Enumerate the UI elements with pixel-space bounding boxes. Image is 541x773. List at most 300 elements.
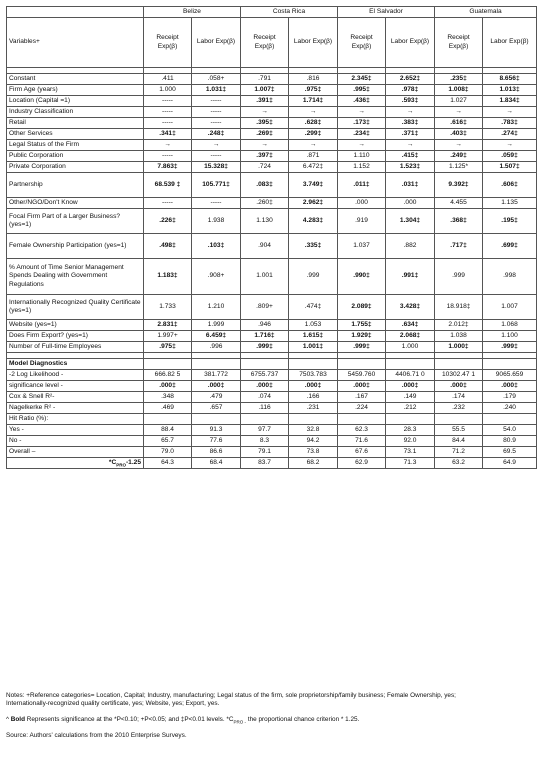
value-cell: → <box>338 140 386 151</box>
value-cell: .411 <box>144 74 192 85</box>
table-row <box>7 198 537 209</box>
value-cell: 2.345‡ <box>338 74 386 85</box>
value-cell: .479 <box>192 392 241 403</box>
row-label: Private Corporation <box>7 162 144 173</box>
value-cell: .348 <box>144 392 192 403</box>
table-row <box>7 162 537 173</box>
value-cell: .816 <box>289 74 338 85</box>
table-row <box>7 129 537 140</box>
row-label: Other/NGO/Don't Know <box>7 198 144 209</box>
value-cell: 55.5 <box>435 425 483 436</box>
value-cell: 1.031‡ <box>192 85 241 96</box>
value-cell: .269‡ <box>241 129 289 140</box>
value-cell: 79.1 <box>241 447 289 458</box>
value-cell: 86.6 <box>192 447 241 458</box>
row-label: Constant <box>7 74 144 85</box>
receipt-header: Receipt Exp(β) <box>338 18 386 68</box>
row-label: Number of Full-time Employees <box>7 342 144 353</box>
value-cell: .791 <box>241 74 289 85</box>
table-row <box>7 295 537 320</box>
value-cell: 77.6 <box>192 436 241 447</box>
value-cell: .999 <box>435 259 483 295</box>
table-row <box>7 107 537 118</box>
value-cell: → <box>289 140 338 151</box>
value-cell: 1.000 <box>144 85 192 96</box>
value-cell: 5459.760 <box>338 370 386 381</box>
row-label: Industry Classification <box>7 107 144 118</box>
value-cell: 666.82 5 <box>144 370 192 381</box>
value-cell: ----- <box>192 107 241 118</box>
value-cell: 69.5 <box>483 447 537 458</box>
note-source: Source: Authors' calculations from the 2010 Enterprise Surveys. <box>6 731 187 739</box>
table-row <box>7 151 537 162</box>
value-cell: ----- <box>192 151 241 162</box>
value-cell: 1.755‡ <box>338 320 386 331</box>
value-cell: 3.749‡ <box>289 173 338 198</box>
value-cell: ----- <box>144 151 192 162</box>
value-cell: .724 <box>241 162 289 173</box>
value-cell: .975‡ <box>289 85 338 96</box>
value-cell <box>192 414 241 425</box>
value-cell: 1.001‡ <box>289 342 338 353</box>
value-cell: 7503.783 <box>289 370 338 381</box>
value-cell <box>144 414 192 425</box>
labor-header: Labor Exp(β) <box>192 18 241 68</box>
note-significance: ^ Bold Represents significance at the *P<0.10; +P<0.05; and ‡P<0.01 levels. $*C_{PRO -}$ the proportional chance criterion * 1.25. <box>6 715 360 724</box>
value-cell: .167 <box>338 392 386 403</box>
value-cell: .235‡ <box>435 74 483 85</box>
value-cell: 1.523‡ <box>386 162 435 173</box>
value-cell: .882 <box>386 234 435 259</box>
country-header: El Salvador <box>338 7 435 18</box>
value-cell: 73.1 <box>386 447 435 458</box>
value-cell: .415‡ <box>386 151 435 162</box>
value-cell: .149 <box>386 392 435 403</box>
value-cell: .999‡ <box>338 342 386 353</box>
row-label: Firm Age (years) <box>7 85 144 96</box>
value-cell: .904 <box>241 234 289 259</box>
value-cell: 15.328‡ <box>192 162 241 173</box>
value-cell: .871 <box>289 151 338 162</box>
value-cell: .166 <box>289 392 338 403</box>
table-row <box>7 342 537 353</box>
row-label: No - <box>7 436 144 447</box>
value-cell: .000‡ <box>338 381 386 392</box>
value-cell: → <box>435 107 483 118</box>
empty-cell <box>483 359 537 370</box>
value-cell: 1.733 <box>144 295 192 320</box>
value-cell: 1.997+ <box>144 331 192 342</box>
value-cell: .397‡ <box>241 151 289 162</box>
empty-cell <box>338 359 386 370</box>
value-cell: .232 <box>435 403 483 414</box>
value-cell: 64.3 <box>144 458 192 469</box>
value-cell: .000 <box>338 198 386 209</box>
value-cell: 2.652‡ <box>386 74 435 85</box>
value-cell: .995‡ <box>338 85 386 96</box>
value-cell: ----- <box>144 107 192 118</box>
value-cell: .395‡ <box>241 118 289 129</box>
value-cell: .403‡ <box>435 129 483 140</box>
value-cell: .234‡ <box>338 129 386 140</box>
value-cell: .383‡ <box>386 118 435 129</box>
receipt-header: Receipt Exp(β) <box>241 18 289 68</box>
value-cell: 4406.71 0 <box>386 370 435 381</box>
value-cell: 67.6 <box>338 447 386 458</box>
value-cell: ----- <box>192 118 241 129</box>
value-cell: 1.210 <box>192 295 241 320</box>
value-cell: .299‡ <box>289 129 338 140</box>
table-row <box>7 359 537 370</box>
value-cell: 1.714‡ <box>289 96 338 107</box>
row-label: Focal Firm Part of a Larger Business? (yes=1) <box>7 209 144 234</box>
value-cell: .000‡ <box>192 381 241 392</box>
value-cell: 1.304‡ <box>386 209 435 234</box>
value-cell: .000‡ <box>386 381 435 392</box>
variables-header: Variables+ <box>7 18 144 68</box>
value-cell: .999‡ <box>483 342 537 353</box>
value-cell: 9.392‡ <box>435 173 483 198</box>
value-cell: .000‡ <box>144 381 192 392</box>
value-cell: .699‡ <box>483 234 537 259</box>
row-label: Other Services <box>7 129 144 140</box>
value-cell: .469 <box>144 403 192 414</box>
value-cell: 9065.659 <box>483 370 537 381</box>
value-cell: 68.2 <box>289 458 338 469</box>
empty-cell <box>435 359 483 370</box>
value-cell: ----- <box>144 118 192 129</box>
value-cell: 1.135 <box>483 198 537 209</box>
value-cell: 91.3 <box>192 425 241 436</box>
table-row <box>7 140 537 151</box>
value-cell: 4.283‡ <box>289 209 338 234</box>
value-cell: 1.110 <box>338 151 386 162</box>
table-row <box>7 458 537 469</box>
value-cell: .999 <box>289 259 338 295</box>
value-cell: 28.3 <box>386 425 435 436</box>
value-cell: 6.459‡ <box>192 331 241 342</box>
row-label: Cox & Snell R²- <box>7 392 144 403</box>
value-cell: .000‡ <box>289 381 338 392</box>
table-row <box>7 118 537 129</box>
value-cell <box>338 414 386 425</box>
value-cell: 1.507‡ <box>483 162 537 173</box>
value-cell: .058+ <box>192 74 241 85</box>
value-cell: 1.007 <box>483 295 537 320</box>
value-cell: 1.053 <box>289 320 338 331</box>
value-cell: ----- <box>144 96 192 107</box>
table-row <box>7 370 537 381</box>
value-cell: .919 <box>338 209 386 234</box>
country-header: Guatemala <box>435 7 537 18</box>
value-cell: .498‡ <box>144 234 192 259</box>
value-cell: 71.2 <box>435 447 483 458</box>
value-cell: → <box>483 140 537 151</box>
value-cell: → <box>435 140 483 151</box>
regression-table <box>6 6 537 469</box>
table-row <box>7 320 537 331</box>
value-cell: 88.4 <box>144 425 192 436</box>
value-cell: 73.8 <box>289 447 338 458</box>
value-cell: ----- <box>144 198 192 209</box>
country-header: Belize <box>144 7 241 18</box>
value-cell: 65.7 <box>144 436 192 447</box>
section-label: Model Diagnostics <box>7 359 144 370</box>
value-cell: .000‡ <box>483 381 537 392</box>
value-cell: 7.863‡ <box>144 162 192 173</box>
value-cell: 1.037 <box>338 234 386 259</box>
row-label: significance level - <box>7 381 144 392</box>
value-cell: 68.4 <box>192 458 241 469</box>
value-cell: .908+ <box>192 259 241 295</box>
value-cell: 1.130 <box>241 209 289 234</box>
row-label: % Amount of Time Senior Management Spends Dealing with Government Regulations <box>7 259 144 295</box>
value-cell <box>435 414 483 425</box>
value-cell: .179 <box>483 392 537 403</box>
value-cell: 1.999 <box>192 320 241 331</box>
value-cell: 10302.47 1 <box>435 370 483 381</box>
value-cell: 64.9 <box>483 458 537 469</box>
value-cell: 1.013‡ <box>483 85 537 96</box>
value-cell: 1.834‡ <box>483 96 537 107</box>
value-cell: .224 <box>338 403 386 414</box>
value-cell: ----- <box>192 198 241 209</box>
value-cell: .593‡ <box>386 96 435 107</box>
table-row <box>7 381 537 392</box>
value-cell: 32.8 <box>289 425 338 436</box>
row-label: Public Corporation <box>7 151 144 162</box>
value-cell: .000 <box>386 198 435 209</box>
value-cell: .606‡ <box>483 173 537 198</box>
row-label: Partnership <box>7 173 144 198</box>
value-cell: .717‡ <box>435 234 483 259</box>
value-cell: 1.125* <box>435 162 483 173</box>
value-cell: → <box>241 140 289 151</box>
country-header: Costa Rica <box>241 7 338 18</box>
value-cell: .990‡ <box>338 259 386 295</box>
value-cell: .249‡ <box>435 151 483 162</box>
value-cell: .946 <box>241 320 289 331</box>
value-cell: 83.7 <box>241 458 289 469</box>
value-cell: .616‡ <box>435 118 483 129</box>
row-label: Website (yes=1) <box>7 320 144 331</box>
value-cell: .226‡ <box>144 209 192 234</box>
value-cell: 1.027 <box>435 96 483 107</box>
table-row <box>7 259 537 295</box>
value-cell: .975‡ <box>144 342 192 353</box>
value-cell: 2.012‡ <box>435 320 483 331</box>
value-cell: .231 <box>289 403 338 414</box>
value-cell: 92.0 <box>386 436 435 447</box>
value-cell: → <box>386 107 435 118</box>
table-row <box>7 392 537 403</box>
value-cell: .978‡ <box>386 85 435 96</box>
receipt-header: Receipt Exp(β) <box>435 18 483 68</box>
value-cell <box>241 414 289 425</box>
value-cell: 1.929‡ <box>338 331 386 342</box>
value-cell: 1.001 <box>241 259 289 295</box>
value-cell: .116 <box>241 403 289 414</box>
value-cell: 105.771‡ <box>192 173 241 198</box>
value-cell: .335‡ <box>289 234 338 259</box>
value-cell: .274‡ <box>483 129 537 140</box>
row-label: Does Firm Export? (yes=1) <box>7 331 144 342</box>
note-reference-categories: Notes: +Reference categories= Location, Capital; Industry, manufacturing; Legal status of the firm, sole proprietorship/family business; Female Ownership, yes; <box>6 692 456 699</box>
row-label: Location (Capital =1) <box>7 96 144 107</box>
value-cell: .000‡ <box>435 381 483 392</box>
value-cell: .103‡ <box>192 234 241 259</box>
value-cell: 1.183‡ <box>144 259 192 295</box>
table-row <box>7 85 537 96</box>
table-row <box>7 447 537 458</box>
labor-header: Labor Exp(β) <box>386 18 435 68</box>
value-cell: 62.3 <box>338 425 386 436</box>
value-cell: 71.3 <box>386 458 435 469</box>
row-label: Yes - <box>7 425 144 436</box>
row-label: Legal Status of the Firm <box>7 140 144 151</box>
value-cell: → <box>386 140 435 151</box>
value-cell: .011‡ <box>338 173 386 198</box>
row-label: -2 Log Likelihood - <box>7 370 144 381</box>
value-cell: .059‡ <box>483 151 537 162</box>
table-row <box>7 436 537 447</box>
row-label: Internationally Recognized Quality Certificate (yes=1) <box>7 295 144 320</box>
table-row <box>7 209 537 234</box>
table-row <box>7 425 537 436</box>
value-cell: → <box>192 140 241 151</box>
value-cell: .000‡ <box>241 381 289 392</box>
value-cell: 2.068‡ <box>386 331 435 342</box>
value-cell: 2.831‡ <box>144 320 192 331</box>
value-cell: 1.038 <box>435 331 483 342</box>
value-cell: .998 <box>483 259 537 295</box>
value-cell: 3.428‡ <box>386 295 435 320</box>
value-cell: .368‡ <box>435 209 483 234</box>
row-label: Hit Ratio (%): <box>7 414 144 425</box>
value-cell: .260‡ <box>241 198 289 209</box>
value-cell: .173‡ <box>338 118 386 129</box>
value-cell: 1.007‡ <box>241 85 289 96</box>
empty-cell <box>289 359 338 370</box>
value-cell: 1.100 <box>483 331 537 342</box>
value-cell: 71.6 <box>338 436 386 447</box>
table-row <box>7 234 537 259</box>
value-cell: 79.0 <box>144 447 192 458</box>
note-reference-continued: Internationally-recognized quality certificate, yes; Website, yes; Export, yes. <box>6 700 220 708</box>
table-row <box>7 74 537 85</box>
value-cell: 1.716‡ <box>241 331 289 342</box>
value-cell: 8.656‡ <box>483 74 537 85</box>
empty-cell <box>386 359 435 370</box>
table-row <box>7 403 537 414</box>
receipt-header: Receipt Exp(β) <box>144 18 192 68</box>
value-cell: 1.008‡ <box>435 85 483 96</box>
value-cell: .074 <box>241 392 289 403</box>
labor-header: Labor Exp(β) <box>483 18 537 68</box>
value-cell: .391‡ <box>241 96 289 107</box>
value-cell: .634‡ <box>386 320 435 331</box>
row-label: Retail <box>7 118 144 129</box>
value-cell: .083‡ <box>241 173 289 198</box>
value-cell: 1.938 <box>192 209 241 234</box>
value-cell: 1.152 <box>338 162 386 173</box>
value-cell: 6755.737 <box>241 370 289 381</box>
value-cell: 4.455 <box>435 198 483 209</box>
table-row <box>7 96 537 107</box>
value-cell: 2.962‡ <box>289 198 338 209</box>
value-cell: → <box>483 107 537 118</box>
value-cell: .195‡ <box>483 209 537 234</box>
cpro-label: $*C_{PRO}-1.25$ <box>7 458 144 469</box>
value-cell: .212 <box>386 403 435 414</box>
value-cell: 68.539 ‡ <box>144 173 192 198</box>
table-row <box>7 414 537 425</box>
value-cell: → <box>241 107 289 118</box>
value-cell: → <box>144 140 192 151</box>
value-cell: .341‡ <box>144 129 192 140</box>
value-cell: .371‡ <box>386 129 435 140</box>
value-cell: → <box>289 107 338 118</box>
empty-cell <box>144 359 192 370</box>
table-row <box>7 173 537 198</box>
value-cell: ----- <box>192 96 241 107</box>
row-label: Female Ownership Participation (yes=1) <box>7 234 144 259</box>
value-cell: .240 <box>483 403 537 414</box>
value-cell: 1.000‡ <box>435 342 483 353</box>
row-label: Nagelkerke R² - <box>7 403 144 414</box>
value-cell: 1.000 <box>386 342 435 353</box>
value-cell: 62.9 <box>338 458 386 469</box>
value-cell <box>483 414 537 425</box>
labor-header: Labor Exp(β) <box>289 18 338 68</box>
value-cell: 8.3 <box>241 436 289 447</box>
value-cell: .248‡ <box>192 129 241 140</box>
empty-cell <box>192 359 241 370</box>
value-cell <box>386 414 435 425</box>
value-cell: 6.472‡ <box>289 162 338 173</box>
table-notes <box>6 692 534 747</box>
value-cell: 381.772 <box>192 370 241 381</box>
value-cell: .991‡ <box>386 259 435 295</box>
value-cell <box>289 414 338 425</box>
value-cell: 94.2 <box>289 436 338 447</box>
value-cell: → <box>338 107 386 118</box>
table-row <box>7 331 537 342</box>
value-cell: .031‡ <box>386 173 435 198</box>
value-cell: .474‡ <box>289 295 338 320</box>
value-cell: .657 <box>192 403 241 414</box>
value-cell: 97.7 <box>241 425 289 436</box>
value-cell: .628‡ <box>289 118 338 129</box>
row-label: Overall – <box>7 447 144 458</box>
value-cell: 54.0 <box>483 425 537 436</box>
value-cell: .809+ <box>241 295 289 320</box>
value-cell: 63.2 <box>435 458 483 469</box>
value-cell: .996 <box>192 342 241 353</box>
value-cell: .436‡ <box>338 96 386 107</box>
value-cell: 80.9 <box>483 436 537 447</box>
value-cell: 84.4 <box>435 436 483 447</box>
header-corner <box>7 7 144 18</box>
value-cell: .174 <box>435 392 483 403</box>
value-cell: 1.615‡ <box>289 331 338 342</box>
empty-cell <box>241 359 289 370</box>
value-cell: 18.918‡ <box>435 295 483 320</box>
value-cell: .783‡ <box>483 118 537 129</box>
value-cell: .999‡ <box>241 342 289 353</box>
value-cell: 1.068 <box>483 320 537 331</box>
value-cell: 2.089‡ <box>338 295 386 320</box>
